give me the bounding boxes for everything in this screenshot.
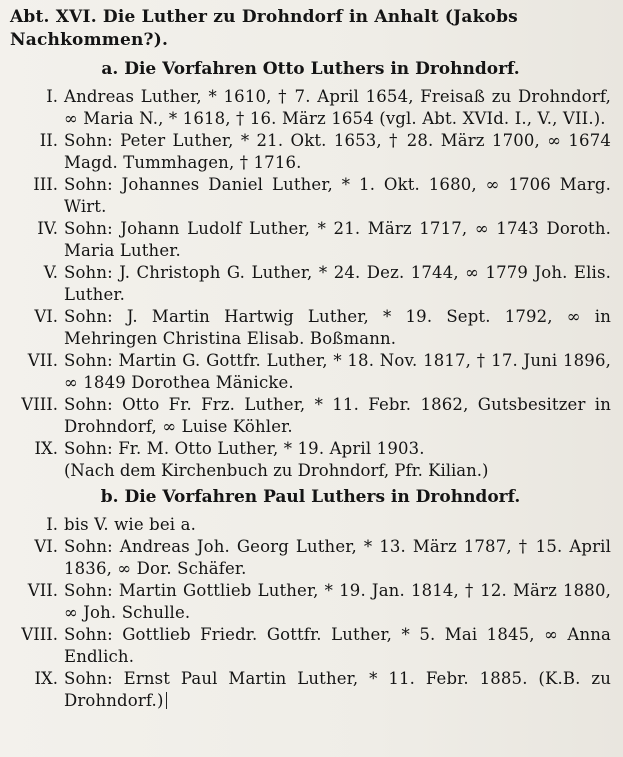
generation-number: I. (46, 515, 58, 534)
generation-text: Sohn: Gottlieb Friedr. Gottfr. Luther, * 5. Mai 1845, ∞ Anna Endlich. (64, 625, 611, 666)
generation-text: Sohn: Martin G. Gottfr. Luther, * 18. Nov. 1817, † 17. Juni 1896, ∞ 1849 Dorothea Mänicke. (64, 351, 611, 392)
generation-number: IX. (34, 669, 58, 688)
generation-list (10, 514, 611, 712)
generation-entry (10, 130, 611, 174)
generation-entry (10, 394, 611, 438)
generation-text: Sohn: Otto Fr. Frz. Luther, * 11. Febr. 1862, Gutsbesitzer in Drohndorf, ∞ Luise Köhler. (64, 395, 611, 436)
generation-number: VII. (27, 351, 58, 370)
generation-list (10, 86, 611, 460)
section-heading: b. Die Vorfahren Paul Luthers in Drohndorf. (100, 487, 521, 507)
generation-number: VI. (34, 307, 58, 326)
generation-entry (10, 174, 611, 218)
section-a (10, 58, 611, 482)
generation-entry (10, 438, 611, 460)
generation-number: VI. (34, 537, 58, 556)
generation-number: VIII. (21, 395, 58, 414)
source-note: (Nach dem Kirchenbuch zu Drohndorf, Pfr. Kilian.) (64, 461, 489, 480)
section-b (10, 486, 611, 712)
generation-number: IX. (34, 439, 58, 458)
generation-number: III. (33, 175, 58, 194)
text-cursor (166, 692, 167, 709)
generation-entry (10, 350, 611, 394)
generation-entry (10, 624, 611, 668)
generation-text: Sohn: J. Christoph G. Luther, * 24. Dez. 1744, ∞ 1779 Joh. Elis. Luther. (64, 263, 611, 304)
generation-text: Sohn: Peter Luther, * 21. Okt. 1653, † 28. März 1700, ∞ 1674 Magd. Tummhagen, † 1716. (64, 131, 611, 172)
generation-number: IV. (37, 219, 58, 238)
section-heading: a. Die Vorfahren Otto Luthers in Drohndorf. (101, 59, 520, 79)
generation-entry (10, 86, 611, 130)
generation-entry (10, 262, 611, 306)
generation-text: Sohn: Ernst Paul Martin Luther, * 11. Febr. 1885. (K.B. zu Drohndorf.) (64, 669, 611, 710)
generation-entry (10, 580, 611, 624)
generation-entry (10, 536, 611, 580)
generation-text: Sohn: Johann Ludolf Luther, * 21. März 1717, ∞ 1743 Doroth. Maria Luther. (64, 219, 611, 260)
generation-entry (10, 668, 611, 712)
generation-entry (10, 306, 611, 350)
generation-entry (10, 514, 611, 536)
generation-text: Sohn: Andreas Joh. Georg Luther, * 13. März 1787, † 15. April 1836, ∞ Dor. Schäfer. (64, 537, 611, 578)
generation-text: Andreas Luther, * 1610, † 7. April 1654, Freisaß zu Drohndorf, ∞ Maria N., * 1618, † 16. März 1654 (vgl. Abt. XVId. I., V., VII.). (64, 87, 611, 128)
generation-text: Sohn: Fr. M. Otto Luther, * 19. April 1903. (64, 439, 425, 458)
generation-number: VIII. (21, 625, 58, 644)
generation-text: bis V. wie bei a. (64, 515, 196, 534)
generation-text: Sohn: J. Martin Hartwig Luther, * 19. Sept. 1792, ∞ in Mehringen Christina Elisab. Boßmann. (64, 307, 611, 348)
document-title: Abt. XVI. Die Luther zu Drohndorf in Anhalt (Jakobs Nachkommen?). (10, 7, 518, 50)
generation-number: V. (43, 263, 58, 282)
sections-container (10, 58, 611, 712)
generation-text: Sohn: Martin Gottlieb Luther, * 19. Jan. 1814, † 12. März 1880, ∞ Joh. Schulle. (64, 581, 611, 622)
generation-text: Sohn: Johannes Daniel Luther, * 1. Okt. 1680, ∞ 1706 Marg. Wirt. (64, 175, 611, 216)
generation-number: II. (39, 131, 58, 150)
generation-number: I. (46, 87, 58, 106)
generation-entry (10, 218, 611, 262)
generation-number: VII. (27, 581, 58, 600)
